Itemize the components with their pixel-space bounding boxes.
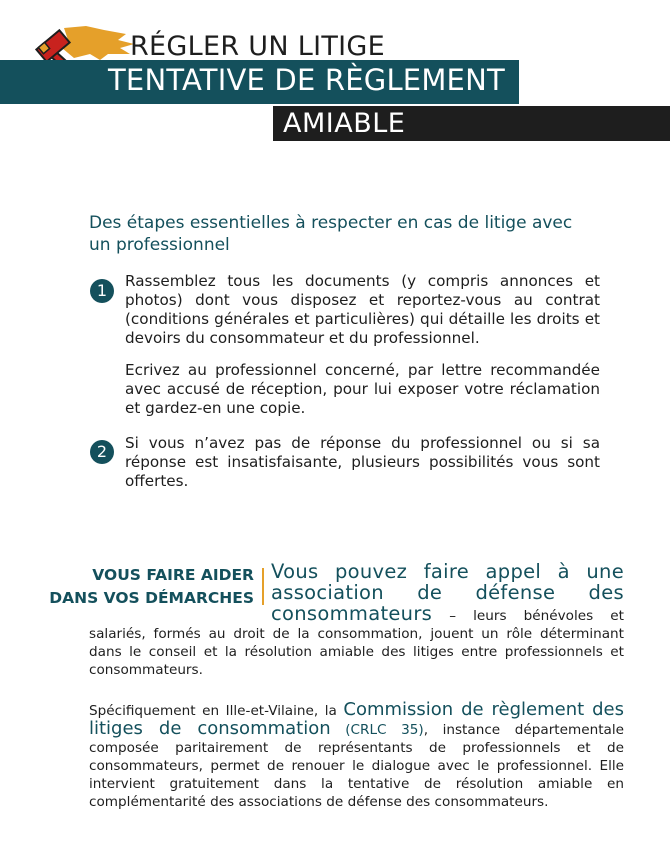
association-highlight: Vous pouvez faire appel à une association de défense des consommateurs <box>271 560 624 625</box>
association-paragraph <box>89 562 624 679</box>
step-1-paragraph-2: Ecrivez au professionnel concerné, par lettre recommandée avec accusé de réception, pour lui exposer votre réclamation et gardez-en une copie. <box>125 361 600 417</box>
step-2-paragraph-1: Si vous n’avez pas de réponse du professionnel ou si sa réponse est insatisfaisante, plusieurs possibilités vous sont offertes. <box>125 434 600 490</box>
association-text: – leurs bénévoles et salariés, formés au droit de la consommation, jouent un rôle déterminant dans le conseil et la résolution amiable des litiges entre professionnels et consommateurs. <box>89 608 624 678</box>
crlc-acronym: (CRLC 35) <box>330 722 424 738</box>
page-title-line1: RÉGLER UN LITIGE <box>130 31 385 62</box>
crlc-text: , instance départementale composée paritairement de représentants de professionnels et de consommateurs, permet de renouer le dialogue avec le professionnel. Elle intervient gratuitement dans la tentative de résolution amiable en complémentarité des associations de défense des consommateurs. <box>89 722 624 810</box>
step-number-badge: 2 <box>90 440 114 464</box>
step-number-badge: 1 <box>90 279 114 303</box>
page-title-line3: AMIABLE <box>283 108 406 139</box>
section-heading-line1: VOUS FAIRE AIDER <box>92 566 254 584</box>
page-title-line2: TENTATIVE DE RÈGLEMENT <box>108 63 505 97</box>
crlc-highlight: Commission de règlement des litiges de consommation <box>89 699 625 739</box>
float-spacer <box>89 562 271 620</box>
step-1-paragraph-1: Rassemblez tous les documents (y compris annonces et photos) dont vous disposez et reportez-vous au contrat (conditions générales et particulières) qui détaille les droits et devoirs du consommateur et du professionnel. <box>125 272 600 347</box>
intro-heading: Des étapes essentielles à respecter en cas de litige avec un professionnel <box>89 213 573 255</box>
crlc-paragraph <box>89 701 624 811</box>
section-heading-line2: DANS VOS DÉMARCHES <box>49 589 254 607</box>
crlc-intro-text: Spécifiquement en Ille-et-Vilaine, la <box>89 703 344 719</box>
